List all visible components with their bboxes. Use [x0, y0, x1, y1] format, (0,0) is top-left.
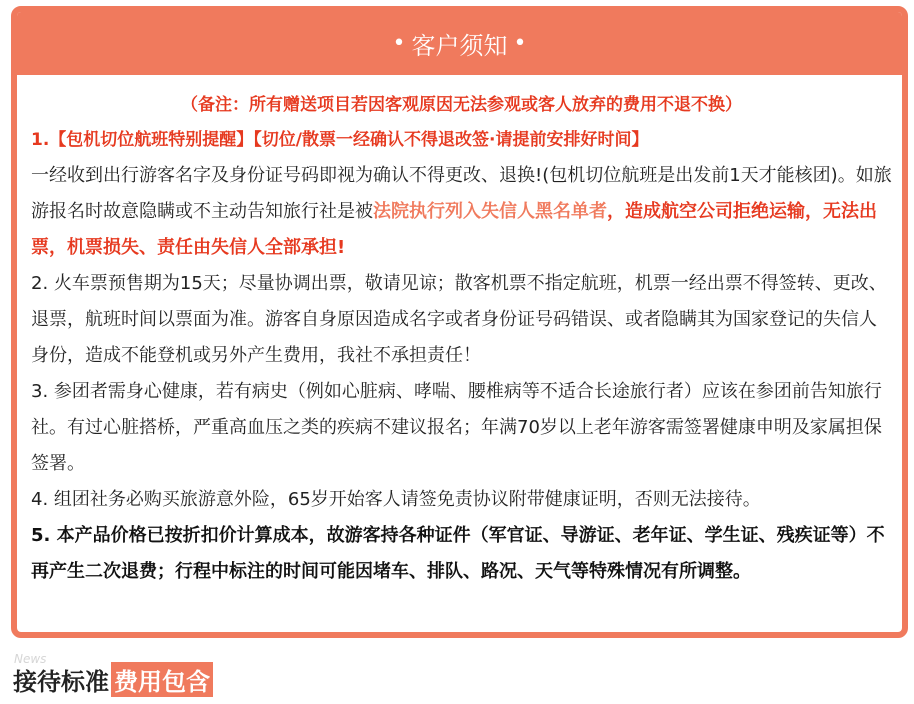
item4-text: 4. 组团社务必购买旅游意外险，65岁开始客人请签免责协议附带健康证明，否则无法接待。 — [31, 489, 761, 510]
notice-header — [17, 12, 902, 75]
item1-text-a: 一经收到出行游客名字及身份证号码即视为确认不得更改、退换!(包机切位航班是出发前1天才能核团)。如旅游报名时故意隐瞒或不主动告知旅行社是被 — [31, 165, 892, 222]
news-tag: News — [14, 652, 47, 666]
item3-text: 3. 参团者需身心健康，若有病史（例如心脏病、哮喘、腰椎病等不适合长途旅行者）应该在参团前告知旅行社。有过心脏搭桥，严重高血压之类的疾病不建议报名；年满70岁以上老年游客需签署健康申明及家属担保签署。 — [31, 381, 882, 474]
item2-text: 2. 火车票预售期为15天；尽量协调出票，敬请见谅；散客机票不指定航班，机票一经出票不得签转、更改、退票，航班时间以票面为准。游客自身原因造成名字或者身份证号码错误、或者隐瞒其为国家登记的失信人身份，造成不能登机或另外产生费用，我社不承担责任！ — [31, 273, 887, 366]
section-title-text: 接待标准 — [13, 667, 109, 696]
section-title-highlight: 费用包含 — [111, 662, 213, 697]
section-title — [13, 664, 213, 694]
bullet-dot-icon: • — [513, 30, 527, 56]
customer-notice-panel — [11, 6, 908, 638]
bullet-dot-icon: • — [392, 30, 406, 56]
notice-title: 客户须知 — [411, 32, 508, 60]
item1-text-c: ，造成航空公司拒绝运输，无法出票，机票损失、责任由失信人全部承担! — [31, 201, 877, 258]
item1-blacklist-highlight: 法院执行列入失信人黑名单者 — [373, 201, 607, 222]
notice-remark: （备注：所有赠送项目若因客观原因无法参观或客人放弃的费用不退不换） — [181, 95, 742, 115]
item5-prefix: 5. — [31, 525, 57, 546]
item1-text — [31, 158, 892, 266]
item5-bold: 本产品价格已按折扣价计算成本，故游客持各种证件（军官证、导游证、老年证、学生证、残疾证等）不再产生二次退费；行程中标注的时间可能因堵车、排队、路况、天气等特殊情况有所调整。 — [31, 525, 885, 582]
item5-text — [31, 518, 892, 590]
item1-title: 1.【包机切位航班特别提醒】【切位/散票一经确认不得退改签·请提前安排好时间】 — [31, 130, 649, 150]
notice-body — [31, 90, 892, 590]
